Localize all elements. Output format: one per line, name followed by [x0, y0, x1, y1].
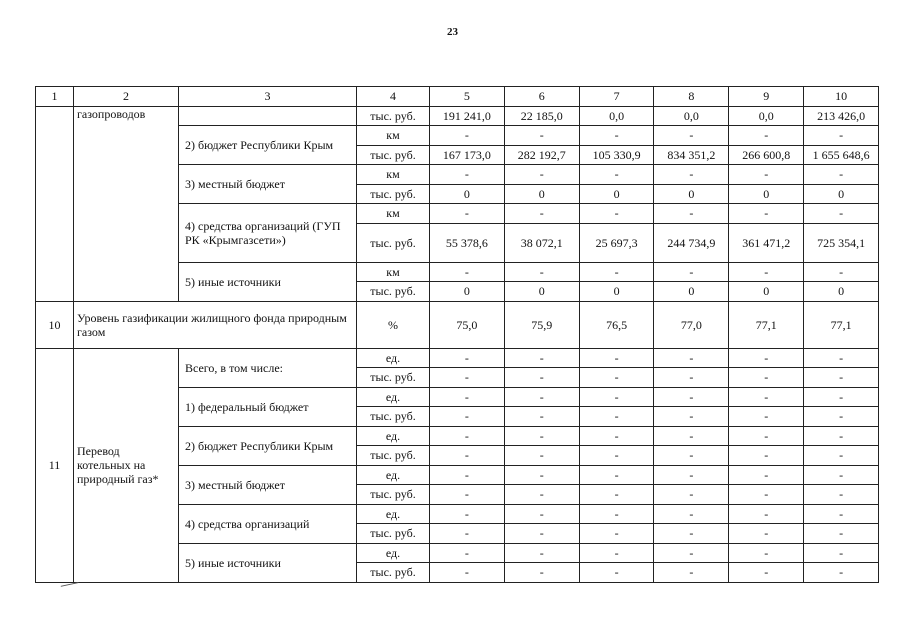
- value-cell: -: [504, 348, 579, 368]
- header-cell: 5: [430, 87, 505, 107]
- value-cell: -: [579, 543, 654, 563]
- unit-cell: тыс. руб.: [357, 485, 430, 505]
- header-cell: 7: [579, 87, 654, 107]
- value-cell: 0: [804, 282, 879, 302]
- value-cell: -: [579, 165, 654, 185]
- value-cell: -: [804, 524, 879, 544]
- unit-cell: тыс. руб.: [357, 106, 430, 126]
- value-cell: 834 351,2: [654, 145, 729, 165]
- value-cell: -: [430, 563, 505, 583]
- value-cell: -: [804, 504, 879, 524]
- table-row: [36, 301, 879, 348]
- value-cell: 0: [804, 184, 879, 204]
- value-cell: 0: [654, 184, 729, 204]
- value-cell: -: [430, 485, 505, 505]
- value-cell: -: [430, 524, 505, 544]
- value-cell: -: [579, 262, 654, 282]
- value-cell: -: [579, 368, 654, 388]
- value-cell: -: [504, 407, 579, 427]
- row-number-cell: 11: [36, 348, 74, 582]
- value-cell: -: [804, 262, 879, 282]
- unit-cell: ед.: [357, 504, 430, 524]
- value-cell: -: [504, 524, 579, 544]
- header-cell: 9: [729, 87, 804, 107]
- value-cell: -: [729, 465, 804, 485]
- source-cell: [179, 106, 357, 126]
- table-row: [36, 348, 879, 368]
- value-cell: -: [504, 426, 579, 446]
- value-cell: -: [504, 504, 579, 524]
- value-cell: -: [504, 262, 579, 282]
- value-cell: -: [729, 504, 804, 524]
- unit-cell: км: [357, 204, 430, 224]
- header-cell: 10: [804, 87, 879, 107]
- value-cell: -: [430, 204, 505, 224]
- value-cell: -: [804, 485, 879, 505]
- value-cell: -: [504, 165, 579, 185]
- value-cell: 0: [729, 282, 804, 302]
- source-label: 5) иные источники: [179, 262, 357, 301]
- unit-cell: ед.: [357, 465, 430, 485]
- value-cell: 0: [504, 282, 579, 302]
- header-cell: 2: [74, 87, 179, 107]
- unit-cell: км: [357, 126, 430, 146]
- value-cell: -: [654, 446, 729, 466]
- value-cell: -: [729, 348, 804, 368]
- value-cell: -: [804, 543, 879, 563]
- value-cell: -: [504, 126, 579, 146]
- value-cell: -: [804, 368, 879, 388]
- value-cell: -: [729, 387, 804, 407]
- value-cell: -: [729, 262, 804, 282]
- value-cell: -: [654, 368, 729, 388]
- unit-cell: тыс. руб.: [357, 223, 430, 262]
- value-cell: -: [804, 348, 879, 368]
- indicator-name: Перевод котельных на природный газ*: [74, 348, 179, 582]
- value-cell: -: [654, 563, 729, 583]
- value-cell: -: [579, 524, 654, 544]
- unit-cell: тыс. руб.: [357, 184, 430, 204]
- value-cell: -: [430, 504, 505, 524]
- value-cell: 75,0: [430, 301, 505, 348]
- value-cell: 0,0: [654, 106, 729, 126]
- value-cell: -: [579, 126, 654, 146]
- value-cell: 213 426,0: [804, 106, 879, 126]
- source-label: Всего, в том числе:: [179, 348, 357, 387]
- value-cell: -: [430, 165, 505, 185]
- value-cell: 244 734,9: [654, 223, 729, 262]
- value-cell: -: [504, 204, 579, 224]
- unit-cell: ед.: [357, 387, 430, 407]
- value-cell: -: [579, 204, 654, 224]
- value-cell: 266 600,8: [729, 145, 804, 165]
- unit-cell: ед.: [357, 543, 430, 563]
- value-cell: -: [804, 563, 879, 583]
- value-cell: -: [430, 368, 505, 388]
- header-cell: 8: [654, 87, 729, 107]
- value-cell: -: [804, 426, 879, 446]
- unit-cell: км: [357, 262, 430, 282]
- value-cell: 0,0: [579, 106, 654, 126]
- value-cell: 725 354,1: [804, 223, 879, 262]
- value-cell: -: [504, 543, 579, 563]
- value-cell: 0: [579, 282, 654, 302]
- value-cell: 0,0: [729, 106, 804, 126]
- value-cell: -: [579, 426, 654, 446]
- value-cell: -: [804, 204, 879, 224]
- unit-cell: ед.: [357, 348, 430, 368]
- value-cell: -: [654, 407, 729, 427]
- row-number-cell: 10: [36, 301, 74, 348]
- value-cell: -: [654, 543, 729, 563]
- source-label: 2) бюджет Республики Крым: [179, 426, 357, 465]
- value-cell: 55 378,6: [430, 223, 505, 262]
- source-label: 2) бюджет Республики Крым: [179, 126, 357, 165]
- value-cell: 76,5: [579, 301, 654, 348]
- unit-cell: тыс. руб.: [357, 524, 430, 544]
- value-cell: -: [654, 504, 729, 524]
- header-cell: 6: [504, 87, 579, 107]
- unit-cell: %: [357, 301, 430, 348]
- value-cell: -: [804, 407, 879, 427]
- value-cell: -: [654, 262, 729, 282]
- value-cell: -: [430, 126, 505, 146]
- page-number: 23: [447, 26, 458, 38]
- unit-cell: тыс. руб.: [357, 446, 430, 466]
- value-cell: -: [504, 485, 579, 505]
- row-number-cell: [36, 106, 74, 301]
- value-cell: -: [654, 126, 729, 146]
- value-cell: -: [804, 126, 879, 146]
- value-cell: 38 072,1: [504, 223, 579, 262]
- value-cell: -: [430, 348, 505, 368]
- unit-cell: км: [357, 165, 430, 185]
- source-label: 4) средства организаций: [179, 504, 357, 543]
- value-cell: -: [579, 446, 654, 466]
- value-cell: -: [729, 524, 804, 544]
- value-cell: -: [579, 563, 654, 583]
- value-cell: -: [579, 465, 654, 485]
- value-cell: -: [430, 446, 505, 466]
- value-cell: -: [729, 426, 804, 446]
- value-cell: 77,1: [729, 301, 804, 348]
- header-cell: 3: [179, 87, 357, 107]
- header-cell: 4: [357, 87, 430, 107]
- unit-cell: тыс. руб.: [357, 563, 430, 583]
- value-cell: -: [729, 446, 804, 466]
- value-cell: 77,1: [804, 301, 879, 348]
- unit-cell: тыс. руб.: [357, 282, 430, 302]
- value-cell: 0: [579, 184, 654, 204]
- value-cell: -: [504, 465, 579, 485]
- unit-cell: тыс. руб.: [357, 145, 430, 165]
- value-cell: -: [504, 446, 579, 466]
- value-cell: 1 655 648,6: [804, 145, 879, 165]
- value-cell: 0: [430, 282, 505, 302]
- value-cell: -: [430, 387, 505, 407]
- value-cell: -: [729, 543, 804, 563]
- source-label: 5) иные источники: [179, 543, 357, 582]
- value-cell: -: [654, 485, 729, 505]
- value-cell: -: [729, 368, 804, 388]
- indicator-name: газопроводов: [74, 106, 179, 301]
- value-cell: -: [804, 387, 879, 407]
- value-cell: -: [654, 524, 729, 544]
- unit-cell: тыс. руб.: [357, 407, 430, 427]
- value-cell: 77,0: [654, 301, 729, 348]
- value-cell: -: [729, 204, 804, 224]
- value-cell: 0: [729, 184, 804, 204]
- value-cell: -: [804, 165, 879, 185]
- value-cell: -: [804, 465, 879, 485]
- value-cell: -: [430, 407, 505, 427]
- value-cell: 25 697,3: [579, 223, 654, 262]
- value-cell: -: [729, 485, 804, 505]
- value-cell: -: [430, 426, 505, 446]
- value-cell: -: [579, 348, 654, 368]
- header-row: [36, 87, 879, 107]
- unit-cell: ед.: [357, 426, 430, 446]
- source-label: 1) федеральный бюджет: [179, 387, 357, 426]
- value-cell: -: [654, 348, 729, 368]
- header-cell: 1: [36, 87, 74, 107]
- value-cell: -: [654, 465, 729, 485]
- value-cell: -: [579, 407, 654, 427]
- source-label: 3) местный бюджет: [179, 465, 357, 504]
- value-cell: 0: [504, 184, 579, 204]
- value-cell: -: [654, 426, 729, 446]
- value-cell: -: [804, 446, 879, 466]
- value-cell: -: [504, 368, 579, 388]
- source-label: 4) средства организаций (ГУП РК «Крымгазсети»): [179, 204, 357, 263]
- value-cell: -: [579, 485, 654, 505]
- indicator-name: Уровень газификации жилищного фонда природным газом: [74, 301, 357, 348]
- table-row: [36, 106, 879, 126]
- value-cell: 191 241,0: [430, 106, 505, 126]
- data-table: [35, 86, 879, 583]
- value-cell: -: [654, 165, 729, 185]
- value-cell: -: [430, 543, 505, 563]
- value-cell: -: [504, 563, 579, 583]
- value-cell: 282 192,7: [504, 145, 579, 165]
- value-cell: -: [729, 126, 804, 146]
- value-cell: -: [729, 407, 804, 427]
- value-cell: -: [579, 504, 654, 524]
- value-cell: 361 471,2: [729, 223, 804, 262]
- value-cell: -: [430, 262, 505, 282]
- value-cell: 105 330,9: [579, 145, 654, 165]
- value-cell: -: [729, 563, 804, 583]
- value-cell: 22 185,0: [504, 106, 579, 126]
- source-label: 3) местный бюджет: [179, 165, 357, 204]
- value-cell: -: [654, 204, 729, 224]
- value-cell: -: [579, 387, 654, 407]
- unit-cell: тыс. руб.: [357, 368, 430, 388]
- value-cell: -: [654, 387, 729, 407]
- value-cell: -: [504, 387, 579, 407]
- value-cell: 75,9: [504, 301, 579, 348]
- value-cell: -: [430, 465, 505, 485]
- value-cell: 0: [654, 282, 729, 302]
- value-cell: -: [729, 165, 804, 185]
- value-cell: 167 173,0: [430, 145, 505, 165]
- value-cell: 0: [430, 184, 505, 204]
